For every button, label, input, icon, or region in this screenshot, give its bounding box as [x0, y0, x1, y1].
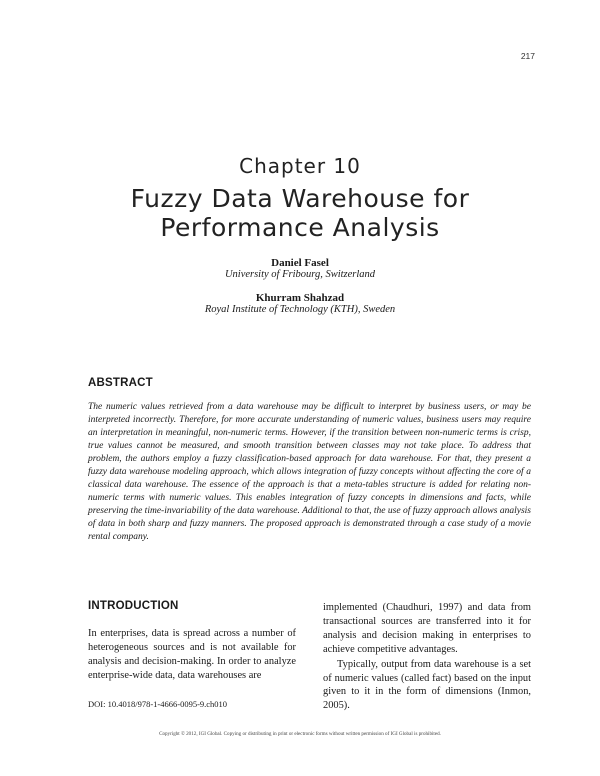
chapter-title: Fuzzy Data Warehouse for Performance Analysis — [130, 184, 470, 242]
author-name: Khurram Shahzad — [255, 292, 345, 304]
introduction-paragraph: Typically, output from data warehouse is a set of numeric values (called fact) based on the input given to it in the form of dimensions (Inmon, 2005). — [323, 658, 531, 712]
introduction-paragraph: implemented (Chaudhuri, 1997) and data from transactional sources are transferred into it for analysis and decision making in enterprises to achieve competitive advantages. — [323, 602, 531, 655]
copyright-notice: Copyright © 2012, IGI Global. Copying or distributing in print or electronic forms without written permission of IGI Global is prohibited. — [159, 731, 441, 737]
introduction-left-text: In enterprises, data is spread across a number of heterogeneous sources and is not available for analysis and decision-making. In order to analyze enterprise-wide data, data warehouses are — [88, 628, 296, 681]
introduction-heading: INTRODUCTION — [88, 600, 179, 612]
introduction-right-column — [323, 601, 531, 713]
chapter-label: Chapter 10 — [239, 154, 361, 178]
page-number: 217 — [520, 51, 535, 61]
author-affiliation: University of Fribourg, Switzerland — [224, 269, 376, 280]
abstract-heading: ABSTRACT — [88, 377, 153, 389]
abstract-text: The numeric values retrieved from a data warehouse may be difficult to interpret by business users, or may be interpreted incorrectly. Therefore, for more accurate understanding of numeric values, business users may require an interpretation in meaningful, non-numeric terms. However, if the transition between non-numeric terms is crisp, true values cannot be measured, and smooth transition between classes may not take place. To address that problem, the authors employ a fuzzy classification-based approach for data warehouse. For that, they present a fuzzy data warehouse modeling approach, which allows integration of fuzzy concepts without affecting the core of a classical data warehouse. The essence of the approach is that a meta-tables structure is added for relating non-numeric terms with numeric values. This enables integration of fuzzy concepts in dimensions and facts, while preserving the time-invariability of the data warehouse. Additional to that, the use of fuzzy approach allows analysis of data in both sharp and fuzzy manners. The proposed approach is demonstrated through a case study of a movie rental company. — [88, 402, 531, 543]
doi: DOI: 10.4018/978-1-4666-0095-9.ch010 — [88, 699, 228, 709]
author-name: Daniel Fasel — [271, 257, 329, 269]
author-affiliation: Royal Institute of Technology (KTH), Sweden — [204, 304, 396, 315]
